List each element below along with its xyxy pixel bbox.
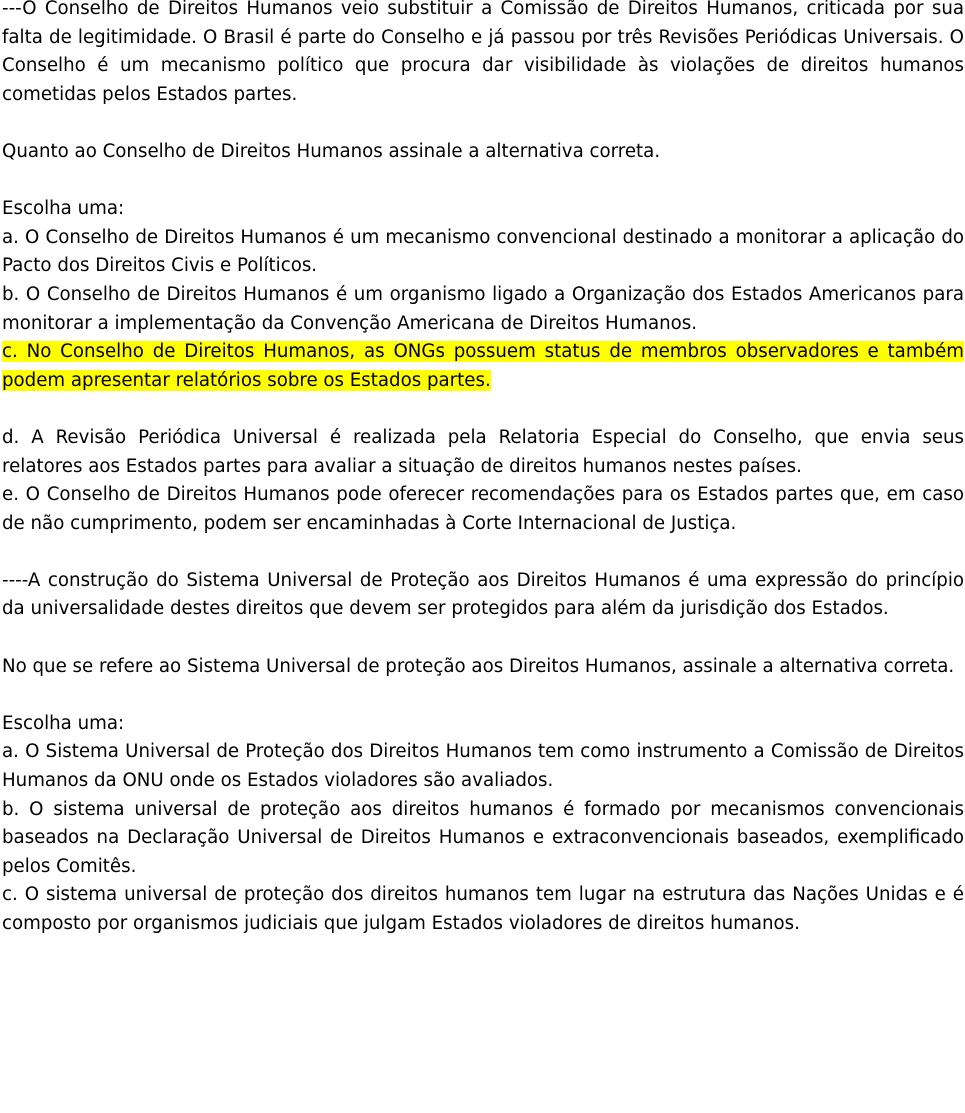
question1-option-c-highlighted (2, 338, 964, 395)
spacer (2, 167, 964, 196)
spacer (2, 681, 964, 710)
question2-intro: ----A construção do Sistema Universal de Proteção aos Direitos Humanos é uma expressão do princípio da universalidade destes direitos que devem ser protegidos para além da jurisdição dos Estados. (2, 569, 964, 620)
question1-option-a: a. O Conselho de Direitos Humanos é um mecanismo convencional destinado a monitorar a aplicação do Pacto dos Direitos Civis e Políticos. (2, 226, 964, 277)
question1-intro: ---O Conselho de Direitos Humanos veio substituir a Comissão de Direitos Humanos, criticada por sua falta de legitimidade. O Brasil é parte do Conselho e já passou por três Revisões Periódicas Universais. O Conselho é um mecanismo político que procura dar visibilidade às violações de direitos humanos cometidas pelos Estados partes. (2, 0, 964, 105)
question1-option-e: e. O Conselho de Direitos Humanos pode oferecer recomendações para os Estados partes que, em caso de não cumprimento, podem ser encaminhadas à Corte Internacional de Justiça. (2, 484, 964, 534)
question2-prompt: No que se refere ao Sistema Universal de proteção aos Direitos Humanos, assinale a alternativa correta. (2, 655, 955, 677)
question1-option-d: d. A Revisão Periódica Universal é realizada pela Relatoria Especial do Conselho, que envia seus relatores aos Estados partes para avaliar a situação de direitos humanos nestes países. (2, 426, 964, 477)
question2-option-b: b. O sistema universal de proteção aos direitos humanos é formado por mecanismos convencionais baseados na Declaração Universal de Direitos Humanos e extraconvencionais baseados, exemplificado pelos Comitês. (2, 798, 964, 877)
question2-choose-label: Escolha uma: (2, 712, 125, 734)
question2-option-c: c. O sistema universal de proteção dos direitos humanos tem lugar na estrutura das Nações Unidas e é composto por organismos judiciais que julgam Estados violadores de direitos humanos. (2, 884, 964, 934)
highlighted-answer: c. No Conselho de Direitos Humanos, as ONGs possuem status de membros observadores e também podem apresentar relatórios sobre os Estados partes. (2, 341, 964, 391)
question1-option-b: b. O Conselho de Direitos Humanos é um organismo ligado a Organização dos Estados Americanos para monitorar a implementação da Convenção Americana de Direitos Humanos. (2, 283, 964, 334)
spacer (2, 538, 964, 567)
question1-choose-label: Escolha uma: (2, 198, 125, 220)
spacer (2, 109, 964, 138)
spacer (2, 395, 964, 424)
question2-option-a: a. O Sistema Universal de Proteção dos Direitos Humanos tem como instrumento a Comissão de Direitos Humanos da ONU onde os Estados violadores são avaliados. (2, 741, 964, 792)
spacer (2, 624, 964, 653)
document-body (2, 0, 964, 939)
question1-prompt: Quanto ao Conselho de Direitos Humanos assinale a alternativa correta. (2, 140, 661, 162)
